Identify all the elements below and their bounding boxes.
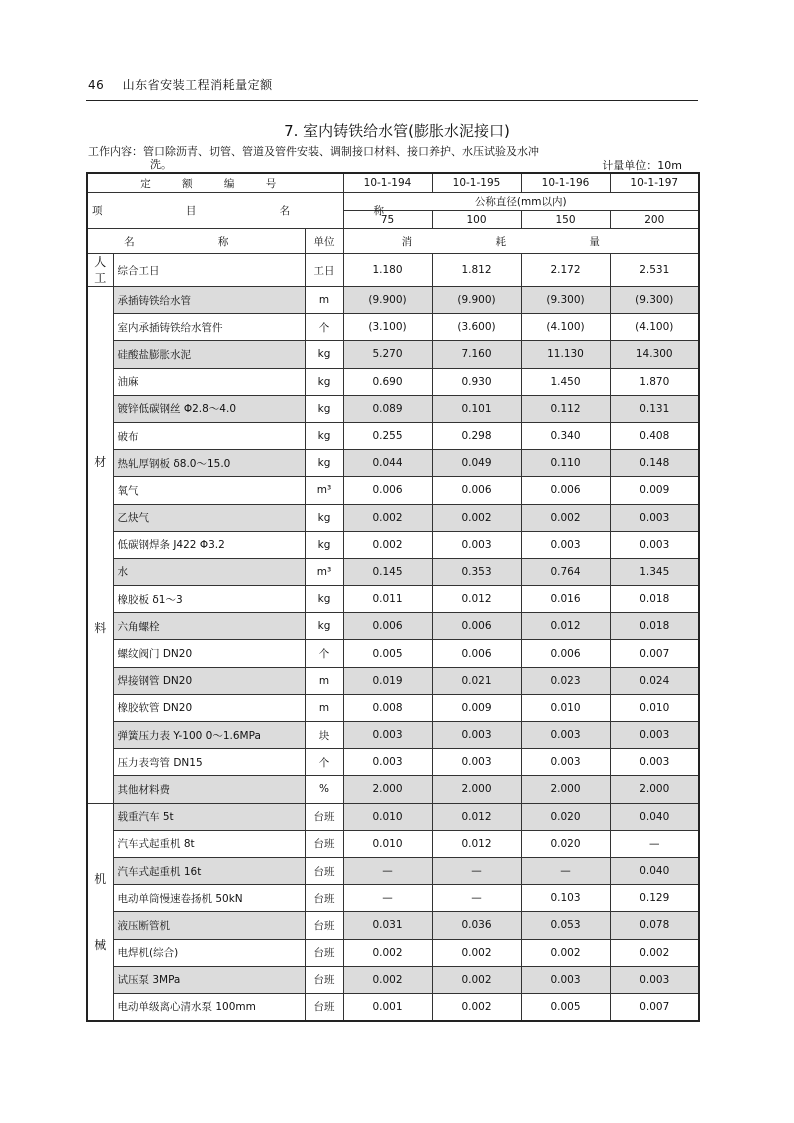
table-row: [87, 368, 699, 395]
category-char: 材: [94, 454, 107, 469]
table-row: [87, 613, 699, 640]
item-unit: kg: [305, 531, 343, 558]
consumption-value: 0.930: [432, 368, 521, 395]
consumption-value: —: [610, 830, 699, 857]
consumption-value: 0.016: [521, 586, 610, 613]
item-unit: kg: [305, 341, 343, 368]
item-unit: kg: [305, 422, 343, 449]
consumption-value: 0.021: [432, 667, 521, 694]
consumption-value: 0.112: [521, 395, 610, 422]
table-row: [87, 314, 699, 341]
consumption-value: (9.300): [610, 287, 699, 314]
category-char: 械: [94, 937, 107, 952]
quota-code: 10-1-197: [610, 173, 699, 193]
running-header: [88, 76, 273, 93]
table-row: [87, 504, 699, 531]
item-unit: kg: [305, 395, 343, 422]
column-header-row: [87, 229, 699, 254]
consumption-value: 0.010: [521, 694, 610, 721]
item-unit: m: [305, 694, 343, 721]
consumption-value: 0.002: [521, 504, 610, 531]
consumption-value: 0.408: [610, 422, 699, 449]
consumption-value: 0.148: [610, 450, 699, 477]
consumption-value: 0.003: [610, 722, 699, 749]
consumption-value: 0.002: [432, 504, 521, 531]
consumption-value: 0.007: [610, 640, 699, 667]
consumption-value: 0.006: [432, 640, 521, 667]
consumption-value: 0.010: [610, 694, 699, 721]
table-row: [87, 912, 699, 939]
item-unit: m: [305, 667, 343, 694]
item-unit: 台班: [305, 857, 343, 884]
consumption-value: —: [343, 885, 432, 912]
consumption-value: 0.040: [610, 857, 699, 884]
table-row: [87, 803, 699, 830]
consumption-value: (3.100): [343, 314, 432, 341]
table-row: [87, 776, 699, 803]
consumption-value: 0.103: [521, 885, 610, 912]
consumption-value: 7.160: [432, 341, 521, 368]
item-unit: kg: [305, 504, 343, 531]
consumption-value: 0.764: [521, 558, 610, 585]
item-unit: m³: [305, 477, 343, 504]
consumption-value: (9.900): [432, 287, 521, 314]
consumption-label: 消 耗 量: [343, 229, 699, 254]
item-name: 镀锌低碳钢丝 Φ2.8～4.0: [113, 395, 305, 422]
item-name: 破布: [113, 422, 305, 449]
consumption-value: 0.002: [343, 531, 432, 558]
consumption-value: 0.690: [343, 368, 432, 395]
consumption-value: 1.345: [610, 558, 699, 585]
item-name: 乙炔气: [113, 504, 305, 531]
item-unit: %: [305, 776, 343, 803]
item-name: 橡胶板 δ1～3: [113, 586, 305, 613]
table-row: [87, 287, 699, 314]
diameter-label: 公称直径(mm以内): [343, 193, 699, 211]
item-name: 液压断管机: [113, 912, 305, 939]
name-column-label: 名 称: [87, 229, 305, 254]
item-name: 热轧厚钢板 δ8.0～15.0: [113, 450, 305, 477]
consumption-value: 0.003: [610, 531, 699, 558]
table-row: [87, 254, 699, 287]
consumption-value: 0.006: [521, 477, 610, 504]
item-name: 试压泵 3MPa: [113, 966, 305, 993]
consumption-value: 0.340: [521, 422, 610, 449]
consumption-value: 0.031: [343, 912, 432, 939]
quota-table: [86, 172, 700, 1022]
header-rule: [86, 100, 698, 101]
work-line-2: 洗。: [150, 158, 172, 171]
consumption-value: 0.012: [432, 830, 521, 857]
consumption-value: 5.270: [343, 341, 432, 368]
consumption-value: 0.129: [610, 885, 699, 912]
item-unit: 个: [305, 749, 343, 776]
item-name: 其他材料费: [113, 776, 305, 803]
consumption-value: 0.020: [521, 830, 610, 857]
consumption-value: 0.003: [610, 504, 699, 531]
consumption-value: 14.300: [610, 341, 699, 368]
running-title: 山东省安装工程消耗量定额: [122, 78, 273, 92]
consumption-value: 0.003: [521, 966, 610, 993]
consumption-value: 0.002: [343, 939, 432, 966]
item-name-label: 项 目 名 称: [87, 193, 343, 229]
item-name: 综合工日: [113, 254, 305, 287]
consumption-value: 0.006: [432, 613, 521, 640]
item-name: 水: [113, 558, 305, 585]
quota-label: 定 额 编 号: [87, 173, 343, 193]
table-row: [87, 558, 699, 585]
consumption-value: 0.003: [432, 722, 521, 749]
consumption-value: 2.000: [610, 776, 699, 803]
consumption-value: 0.003: [610, 749, 699, 776]
item-name: 电动单级离心清水泵 100mm: [113, 993, 305, 1021]
consumption-value: —: [521, 857, 610, 884]
category-labor: [87, 254, 113, 287]
consumption-value: 0.006: [343, 613, 432, 640]
item-unit: 台班: [305, 912, 343, 939]
category-char: 机: [94, 871, 107, 886]
category-char: 工: [94, 271, 107, 285]
work-line-1: 管口除沥青、切管、管道及管件安装、调制接口材料、接口养护、水压试验及水冲: [143, 145, 539, 158]
diameter-value: 150: [521, 211, 610, 229]
consumption-value: (4.100): [610, 314, 699, 341]
category-machine: [87, 803, 113, 1021]
consumption-value: 0.002: [432, 993, 521, 1021]
consumption-value: 0.002: [343, 504, 432, 531]
consumption-value: 2.172: [521, 254, 610, 287]
table-row: [87, 586, 699, 613]
table-row: [87, 341, 699, 368]
consumption-value: 2.000: [343, 776, 432, 803]
consumption-value: 1.812: [432, 254, 521, 287]
item-name: 焊接钢管 DN20: [113, 667, 305, 694]
consumption-value: 0.036: [432, 912, 521, 939]
consumption-value: 0.049: [432, 450, 521, 477]
consumption-value: 0.002: [610, 939, 699, 966]
consumption-value: 0.003: [343, 722, 432, 749]
item-name: 氧气: [113, 477, 305, 504]
consumption-value: 0.006: [432, 477, 521, 504]
quota-code: 10-1-195: [432, 173, 521, 193]
consumption-value: —: [432, 857, 521, 884]
consumption-value: 0.002: [432, 939, 521, 966]
table-row: [87, 667, 699, 694]
item-unit: kg: [305, 613, 343, 640]
item-name: 承插铸铁给水管: [113, 287, 305, 314]
consumption-value: 1.450: [521, 368, 610, 395]
item-name: 载重汽车 5t: [113, 803, 305, 830]
table-row: [87, 395, 699, 422]
item-unit: 台班: [305, 993, 343, 1021]
item-unit: 台班: [305, 939, 343, 966]
consumption-value: 0.003: [521, 531, 610, 558]
consumption-value: 0.002: [521, 939, 610, 966]
consumption-value: 0.089: [343, 395, 432, 422]
item-name: 螺纹阀门 DN20: [113, 640, 305, 667]
quota-code: 10-1-196: [521, 173, 610, 193]
item-name: 低碳钢焊条 J422 Φ3.2: [113, 531, 305, 558]
item-name: 室内承插铸铁给水管件: [113, 314, 305, 341]
item-unit: m: [305, 287, 343, 314]
consumption-value: 0.007: [610, 993, 699, 1021]
consumption-value: 0.003: [343, 749, 432, 776]
item-name: 油麻: [113, 368, 305, 395]
item-unit: 台班: [305, 830, 343, 857]
consumption-value: 0.006: [521, 640, 610, 667]
consumption-value: 0.009: [610, 477, 699, 504]
item-unit: kg: [305, 586, 343, 613]
item-name: 弹簧压力表 Y-100 0～1.6MPa: [113, 722, 305, 749]
table-row: [87, 749, 699, 776]
consumption-value: —: [432, 885, 521, 912]
quota-code-row: [87, 173, 699, 193]
consumption-value: 0.005: [343, 640, 432, 667]
table-row: [87, 422, 699, 449]
work-content: [88, 145, 588, 171]
consumption-value: 0.010: [343, 803, 432, 830]
diameter-value: 100: [432, 211, 521, 229]
consumption-value: 0.101: [432, 395, 521, 422]
consumption-value: 0.020: [521, 803, 610, 830]
consumption-value: (9.300): [521, 287, 610, 314]
item-unit: 台班: [305, 803, 343, 830]
item-unit: kg: [305, 450, 343, 477]
consumption-value: 11.130: [521, 341, 610, 368]
category-char: 人: [94, 255, 107, 269]
item-unit: 台班: [305, 885, 343, 912]
consumption-value: 0.003: [432, 749, 521, 776]
item-unit: 台班: [305, 966, 343, 993]
consumption-value: 0.040: [610, 803, 699, 830]
table-row: [87, 966, 699, 993]
item-name: 橡胶软管 DN20: [113, 694, 305, 721]
consumption-value: 0.005: [521, 993, 610, 1021]
table-row: [87, 450, 699, 477]
consumption-value: 0.006: [343, 477, 432, 504]
consumption-value: 0.110: [521, 450, 610, 477]
item-name: 汽车式起重机 8t: [113, 830, 305, 857]
consumption-value: 0.024: [610, 667, 699, 694]
consumption-value: 0.003: [432, 531, 521, 558]
item-unit: 块: [305, 722, 343, 749]
category-char: 料: [94, 620, 107, 635]
consumption-value: 0.353: [432, 558, 521, 585]
consumption-value: 0.010: [343, 830, 432, 857]
table-row: [87, 531, 699, 558]
item-name: 电动单筒慢速卷扬机 50kN: [113, 885, 305, 912]
consumption-value: (9.900): [343, 287, 432, 314]
item-unit: kg: [305, 368, 343, 395]
item-name: 硅酸盐膨胀水泥: [113, 341, 305, 368]
item-name: 汽车式起重机 16t: [113, 857, 305, 884]
table-row: [87, 830, 699, 857]
consumption-value: 0.019: [343, 667, 432, 694]
page-number: 46: [88, 78, 105, 92]
consumption-value: 0.298: [432, 422, 521, 449]
category-material: [87, 287, 113, 804]
consumption-value: 0.008: [343, 694, 432, 721]
quota-code: 10-1-194: [343, 173, 432, 193]
item-name: 六角螺栓: [113, 613, 305, 640]
consumption-value: 0.003: [521, 749, 610, 776]
table-row: [87, 694, 699, 721]
item-unit: m³: [305, 558, 343, 585]
consumption-value: 1.180: [343, 254, 432, 287]
consumption-value: (4.100): [521, 314, 610, 341]
consumption-value: 0.001: [343, 993, 432, 1021]
consumption-value: 0.023: [521, 667, 610, 694]
item-unit: 个: [305, 640, 343, 667]
consumption-value: 0.018: [610, 613, 699, 640]
consumption-value: 0.012: [432, 586, 521, 613]
unit-column-label: 单位: [305, 229, 343, 254]
table-row: [87, 885, 699, 912]
consumption-value: 0.003: [610, 966, 699, 993]
consumption-value: 0.012: [432, 803, 521, 830]
consumption-value: 0.009: [432, 694, 521, 721]
consumption-value: 0.002: [343, 966, 432, 993]
consumption-value: 2.000: [432, 776, 521, 803]
table-row: [87, 993, 699, 1021]
table-row: [87, 640, 699, 667]
item-unit: 工日: [305, 254, 343, 287]
item-name: 电焊机(综合): [113, 939, 305, 966]
consumption-value: 0.145: [343, 558, 432, 585]
diameter-header-row: [87, 193, 699, 211]
consumption-value: 0.003: [521, 722, 610, 749]
consumption-value: 0.002: [432, 966, 521, 993]
consumption-value: 0.044: [343, 450, 432, 477]
consumption-value: 0.018: [610, 586, 699, 613]
diameter-value: 75: [343, 211, 432, 229]
unit-note: 计量单位：10m: [602, 159, 682, 172]
consumption-value: 0.078: [610, 912, 699, 939]
table-row: [87, 857, 699, 884]
consumption-value: 0.011: [343, 586, 432, 613]
consumption-value: (3.600): [432, 314, 521, 341]
consumption-value: 0.255: [343, 422, 432, 449]
consumption-value: —: [343, 857, 432, 884]
section-title: 7. 室内铸铁给水管(膨胀水泥接口): [284, 122, 510, 140]
consumption-value: 0.131: [610, 395, 699, 422]
item-unit: 个: [305, 314, 343, 341]
table-row: [87, 477, 699, 504]
consumption-value: 0.053: [521, 912, 610, 939]
consumption-value: 2.531: [610, 254, 699, 287]
work-label: 工作内容：: [88, 145, 143, 158]
item-name: 压力表弯管 DN15: [113, 749, 305, 776]
table-row: [87, 722, 699, 749]
consumption-value: 1.870: [610, 368, 699, 395]
table-row: [87, 939, 699, 966]
consumption-value: 2.000: [521, 776, 610, 803]
consumption-value: 0.012: [521, 613, 610, 640]
diameter-value: 200: [610, 211, 699, 229]
